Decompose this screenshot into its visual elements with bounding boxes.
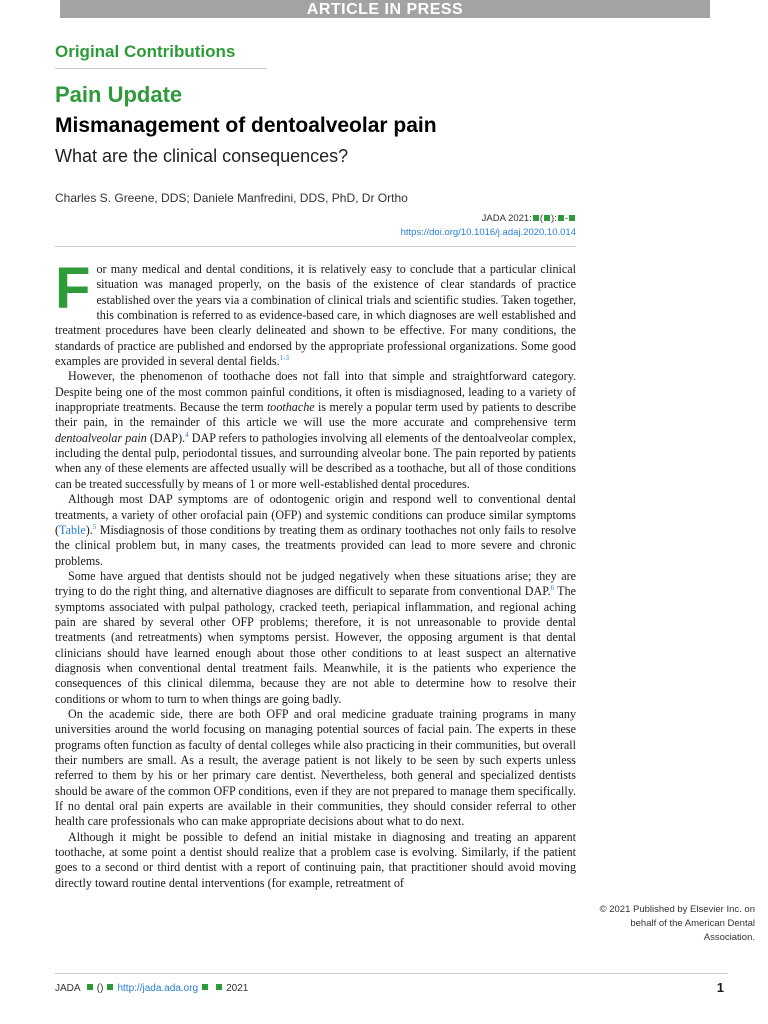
paragraph-2-text: is merely a popular term used by patients to describe their pain, in the remainder of this article we will use the more accurate and comprehensive term	[55, 400, 576, 430]
placeholder-square-icon	[544, 215, 550, 221]
section-divider	[55, 68, 267, 69]
footer-issue: ()	[96, 983, 104, 994]
reference-link[interactable]: 1-3	[279, 354, 289, 363]
journal-url-link[interactable]: http://jada.ada.org	[117, 983, 199, 994]
author-list: Charles S. Greene, DDS; Daniele Manfredini, DDS, PhD, Dr Ortho	[55, 191, 408, 205]
article-in-press-banner: ARTICLE IN PRESS	[60, 0, 710, 18]
italic-term: toothache	[266, 400, 315, 415]
placeholder-square-icon	[107, 984, 113, 990]
doi-link[interactable]: https://doi.org/10.1016/j.adaj.2020.10.014	[400, 227, 576, 238]
paragraph-2-text: (DAP).	[146, 430, 186, 445]
series-label: Pain Update	[55, 82, 183, 107]
reference-link[interactable]: 6	[550, 584, 555, 593]
paragraph-2-text: However, the phenomenon of toothache does not fall into that simple and straightforward category. Despite being one of the most common painful conditions, it often is misdiagnosed, leading to a variety of inappropriate treatments. Because the term	[55, 369, 576, 415]
journal-citation: JADA 2021: ( ): -	[401, 212, 576, 226]
paragraph-3-text: ).	[85, 522, 93, 537]
citation-block	[401, 212, 576, 240]
page-footer	[55, 983, 248, 994]
paragraph-1-text: or many medical and dental conditions, it is relatively easy to conclude that a particular clinical situation was managed properly, on the basis of the existence of clear standards of practice established over the years via a combination of clinical trials and scientific studies. Taken together, this combination is referred to as evidence-based care, in which diagnoses are well established and treatment procedures have been clearly delineated and shown to be effective. For many conditions, the standards of practice are published and endorsed by the appropriate professional organizations. Some good examples are provided in several dental fields.	[55, 262, 576, 369]
paragraph-3-text: Misdiagnosis of those conditions by treating them as ordinary toothaches not only fails to resolve the clinical problem but, in many cases, the treatments provided can lead to more severe and chronic problems.	[55, 522, 576, 568]
footer-year: 2021	[226, 983, 249, 994]
placeholder-square-icon	[558, 215, 564, 221]
italic-term: dentoalveolar pain	[55, 430, 147, 445]
issue-open: (	[539, 213, 544, 224]
paragraph-3	[55, 492, 576, 569]
page-number: 1	[716, 980, 724, 995]
table-link[interactable]: Table	[59, 522, 86, 537]
footer-journal: JADA	[55, 983, 81, 994]
copyright-notice: © 2021 Published by Elsevier Inc. on behalf of the American Dental Association.	[599, 904, 755, 943]
placeholder-square-icon	[87, 984, 93, 990]
paragraph-4	[55, 569, 576, 707]
citation-divider	[55, 246, 576, 247]
reference-link[interactable]: 5	[92, 522, 97, 531]
drop-cap: F	[55, 256, 91, 321]
placeholder-square-icon	[216, 984, 222, 990]
paragraph-6: Although it might be possible to defend an initial mistake in diagnosing and treating an apparent toothache, at some point a dentist should realize that a problem case is evolving. Similarly, if the patient goes to a second or third dentist with a report of continuing pain, that practitioner should avoid moving directly toward routine dental interventions (for example, retreatment of	[55, 829, 576, 890]
paragraph-2-text: DAP refers to pathologies involving all elements of the dentoalveolar complex, including the dental pulp, periodontal tissues, and surrounding alveolar bone. The pain reported by patients when any of these elements are affected usually will be described as a toothache, but all of those conditions can be treated successfully by means of 1 or more well-established dental procedures.	[55, 430, 577, 491]
article-body	[55, 256, 577, 891]
paragraph-5: On the academic side, there are both OFP and oral medicine graduate training programs in many universities around the world focusing on managing potential sources of facial pain. The experts in these programs often function as faculty of dental colleges while also practicing in their communities, but overall their numbers are small. As a result, the average patient is not likely to be seen by such experts unless referred to them by his or her primary care dentist. Nevertheless, both general and specialized dentists should be aware of the common OFP conditions, even if they are not prepared to manage them specifically. If no dental oral pain experts are available in their communities, they should consider referral to other health care professionals who can make appropriate decisions about what to do next.	[55, 706, 576, 829]
paragraph-1	[55, 256, 576, 369]
article-title: Mismanagement of dentoalveolar pain	[55, 114, 437, 137]
article-subtitle: What are the clinical consequences?	[55, 146, 349, 166]
journal-year: JADA 2021:	[481, 213, 532, 224]
paragraph-3-text: Although most DAP symptoms are of odontogenic origin and respond well to conventional dental treatments, a variety of other orofacial pain (OFP) and systemic conditions can produce similar symptoms (	[55, 492, 576, 537]
issue-close: ):	[551, 213, 557, 224]
paragraph-4-text: The symptoms associated with pulpal pathology, cracked teeth, periapical inflammation, and regional aching pain are shared by several other OFP problems; therefore, it is not unreasonable to provide dental treatments (and retreatments) when symptoms persist. However, the opposing argument is that dental clinicians should have learned enough about those other conditions to at least suspect an alternative diagnosis when conventional dental treatment fails. Meanwhile, it is the patients who experience the consequences of this clinical dilemma, because they are not able to determine how to resolve their conditions or whom to turn to when things are going badly.	[55, 584, 576, 706]
placeholder-square-icon	[533, 215, 539, 221]
paragraph-4-text: Some have argued that dentists should not be judged negatively when these situations arise; they are trying to do the right thing, and alternative diagnoses are difficult to separate from conventional DAP.	[55, 568, 576, 599]
footer-divider	[55, 973, 728, 974]
paragraph-2	[55, 369, 576, 492]
placeholder-square-icon	[569, 215, 575, 221]
reference-link[interactable]: 4	[185, 430, 189, 439]
section-label: Original Contributions	[55, 42, 236, 61]
placeholder-square-icon	[202, 984, 208, 990]
